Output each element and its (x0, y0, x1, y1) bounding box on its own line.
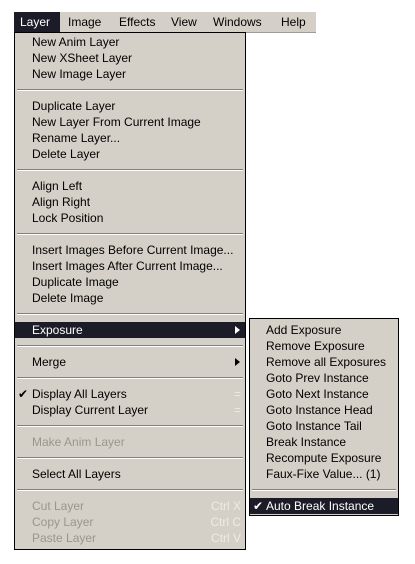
checkmark-icon: ✔ (18, 387, 29, 401)
new-layer-from-current-image-item[interactable]: New Layer From Current Image (32, 115, 201, 129)
goto-instance-head-item[interactable]: Goto Instance Head (266, 403, 373, 417)
break-instance-item[interactable]: Break Instance (266, 435, 347, 449)
display-all-layers-label: Display All Layers (32, 387, 127, 401)
menu-separator (17, 169, 243, 171)
menu-separator (17, 489, 243, 491)
menu-separator (17, 89, 243, 91)
menu-separator (17, 377, 243, 379)
make-anim-layer-item: Make Anim Layer (32, 435, 125, 449)
delete-layer-item[interactable]: Delete Layer (32, 147, 101, 161)
menu-separator (252, 489, 396, 491)
paste-layer-item (15, 530, 245, 546)
paste-layer-label: Paste Layer (32, 531, 97, 545)
merge-label: Merge (32, 355, 67, 369)
rename-layer-item[interactable]: Rename Layer... (32, 131, 121, 145)
menu-image[interactable]: Image (68, 15, 102, 29)
menu-separator (17, 425, 243, 427)
display-current-layer-label: Display Current Layer (32, 403, 149, 417)
submenu-arrow-icon (235, 358, 240, 366)
auto-break-instance-item[interactable] (250, 498, 398, 514)
lock-position-item[interactable]: Lock Position (32, 211, 104, 225)
checkmark-icon: ✔ (253, 499, 264, 513)
align-left-item[interactable]: Align Left (32, 179, 83, 193)
duplicate-image-item[interactable]: Duplicate Image (32, 275, 119, 289)
cut-layer-label: Cut Layer (32, 499, 85, 513)
display-current-shortcut: = (233, 403, 241, 417)
menu-separator (17, 457, 243, 459)
layer-menu (14, 32, 246, 550)
cut-shortcut: Ctrl X (211, 499, 241, 513)
new-xsheet-layer-item[interactable]: New XSheet Layer (32, 51, 133, 65)
exposure-item[interactable] (15, 322, 245, 338)
menu-separator (17, 313, 243, 315)
cut-layer-item (15, 498, 245, 514)
display-current-layer-item[interactable] (15, 402, 245, 418)
new-anim-layer-item[interactable]: New Anim Layer (32, 35, 120, 49)
display-all-layers-item[interactable] (15, 386, 245, 402)
select-all-layers-item[interactable]: Select All Layers (32, 467, 121, 481)
delete-image-item[interactable]: Delete Image (32, 291, 104, 305)
merge-item[interactable] (15, 354, 245, 370)
add-exposure-item[interactable]: Add Exposure (266, 323, 342, 337)
remove-all-exposures-item[interactable]: Remove all Exposures (266, 355, 387, 369)
insert-images-before-item[interactable]: Insert Images Before Current Image... (32, 243, 234, 257)
goto-next-instance-item[interactable]: Goto Next Instance (266, 387, 369, 401)
exposure-submenu (249, 318, 399, 516)
menu-separator (17, 233, 243, 235)
copy-shortcut: Ctrl C (210, 515, 241, 529)
duplicate-layer-item[interactable]: Duplicate Layer (32, 99, 116, 113)
remove-exposure-item[interactable]: Remove Exposure (266, 339, 365, 353)
display-all-shortcut: = (233, 387, 241, 401)
menu-windows[interactable]: Windows (213, 15, 262, 29)
submenu-arrow-icon (235, 326, 240, 334)
menu-layer[interactable]: Layer (14, 12, 60, 32)
copy-layer-label: Copy Layer (32, 515, 94, 529)
paste-shortcut: Ctrl V (211, 531, 241, 545)
recompute-exposure-item[interactable]: Recompute Exposure (266, 451, 382, 465)
menu-bar (14, 12, 316, 33)
goto-instance-tail-item[interactable]: Goto Instance Tail (266, 419, 362, 433)
align-right-item[interactable]: Align Right (32, 195, 91, 209)
auto-break-instance-label: Auto Break Instance (266, 499, 375, 513)
menu-view[interactable]: View (171, 15, 197, 29)
faux-fixe-value-item[interactable]: Faux-Fixe Value... (1) (266, 467, 381, 481)
goto-prev-instance-item[interactable]: Goto Prev Instance (266, 371, 369, 385)
copy-layer-item (15, 514, 245, 530)
insert-images-after-item[interactable]: Insert Images After Current Image... (32, 259, 223, 273)
menu-help[interactable]: Help (281, 15, 306, 29)
new-image-layer-item[interactable]: New Image Layer (32, 67, 127, 81)
menu-effects[interactable]: Effects (119, 15, 156, 29)
menu-separator (17, 345, 243, 347)
exposure-label: Exposure (32, 323, 83, 337)
